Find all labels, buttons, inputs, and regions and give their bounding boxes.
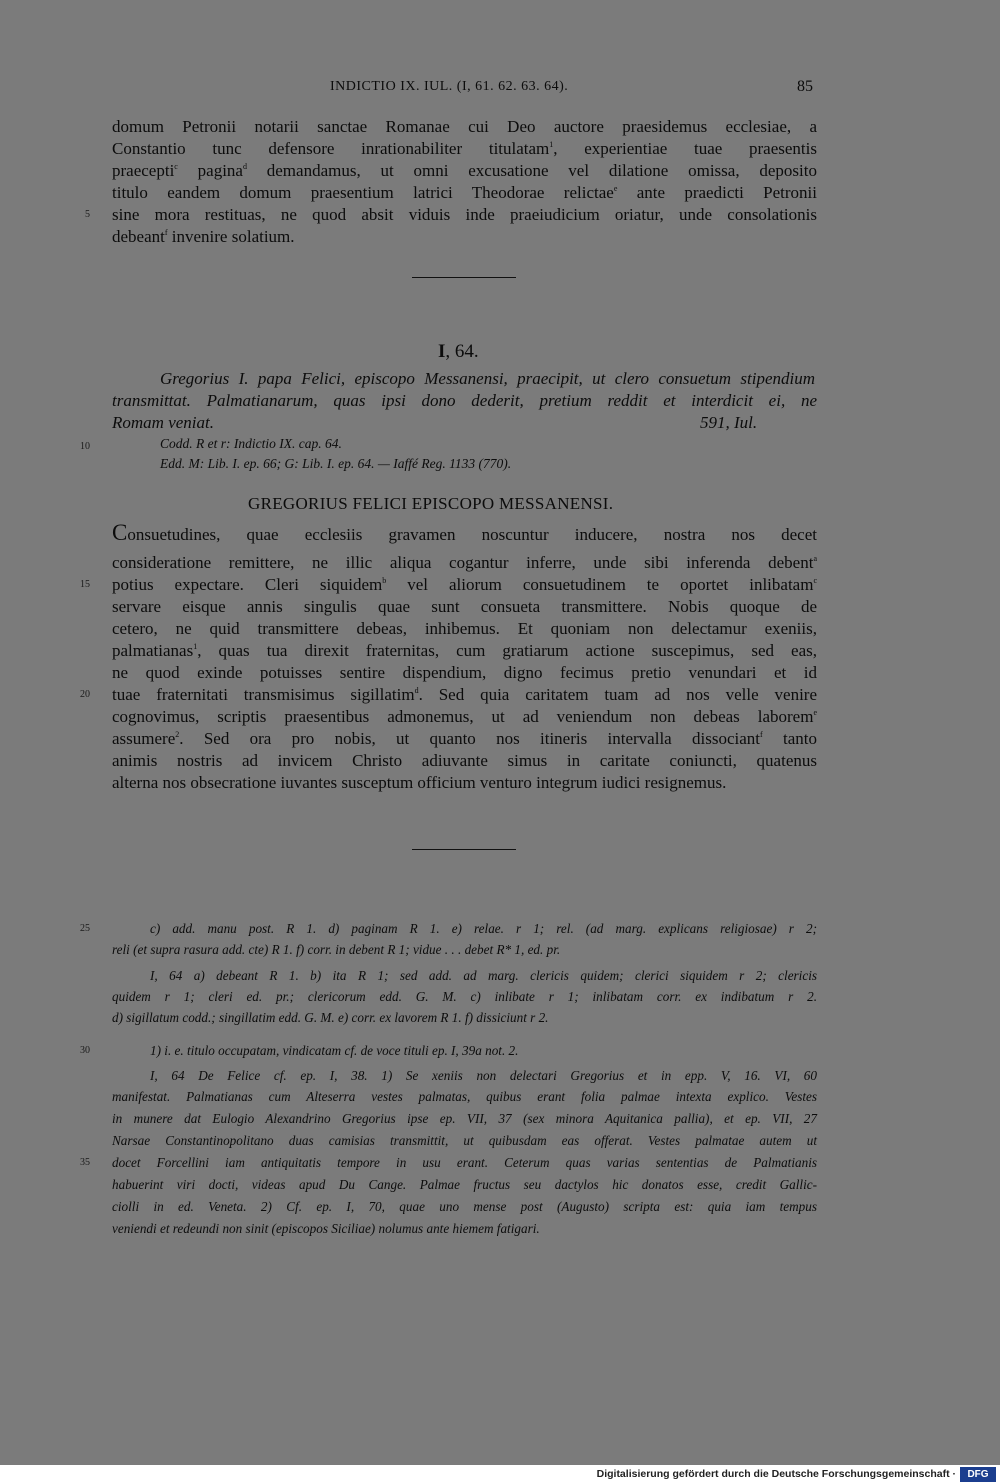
text-line: titulo eandem domum praesentium latrici Theodorae relictae$^e$ ante praedicti Petronii [112, 183, 817, 202]
regest-line: Gregorius I. papa Felici, episcopo Messanensi, praecipit, ut clero consuetum stipendium [160, 369, 815, 388]
line-number: 20 [80, 689, 90, 700]
initial-letter: C [112, 520, 128, 545]
codices: Codd. R et r: Indictio IX. cap. 64. [160, 436, 342, 451]
running-title: INDICTIO IX. IUL. (I, 61. 62. 63. 64). [330, 79, 569, 94]
text-line: animis nostris ad invicem Christo adiuvante simus in caritate coniuncti, quatenus [112, 751, 817, 770]
text-line: potius expectare. Cleri siquidem$^b$ vel aliorum consuetudinem te oportet inlibatam$^c$ [112, 575, 817, 594]
commentary-line: habuerint viri docti, videas apud Du Cange. Palmae fructus seu dactylos hic donatos esse, credit Gallic- [112, 1177, 817, 1192]
commentary-line: in munere dat Eulogio Alexandrino Gregorius ipse ep. VII, 37 (sex minora Aquitanica pallia), et ep. VII, 27 [112, 1111, 817, 1126]
text-line: debeant$^f$ invenire solatium. [112, 227, 295, 246]
commentary-line: 1) i. e. titulo occupatam, vindicatam cf. de voce tituli ep. I, 39a not. 2. [150, 1043, 519, 1058]
text-line: Consuetudines, quae ecclesiis gravamen noscuntur inducere, nostra nos decet [112, 520, 817, 545]
regest-line: Romam veniat. [112, 413, 214, 432]
apparatus-line: I, 64 a) debeant R 1. b) ita R 1; sed add. ad marg. clericis quidem; clerici siquidem r 2; clericis [150, 968, 817, 983]
line-number: 15 [80, 579, 90, 590]
commentary-line: I, 64 De Felice cf. ep. I, 38. 1) Se xeniis non delectari Gregorius et in epp. V, 16. VI, 60 [150, 1068, 817, 1083]
text-line: cognovimus, scriptis praesentibus admonemus, ut ad veniendum non debeas laborem$^e$ [112, 707, 817, 726]
text-line: consideratione remittere, ne illic aliqua cogantur inferre, unde sibi inferenda debent$^a$ [112, 553, 817, 572]
commentary-line: Narsae Constantinopolitano duas camisias transmittit, ut quibusdam eas offerat. Vestes palmatae autem ut [112, 1133, 817, 1148]
commentary-line: veniendi et redeundi non sinit (episcopos Siciliae) nolumus ante hiemem fatigari. [112, 1221, 540, 1236]
text-line: praecepti$^c$ pagina$^d$ demandamus, ut omni excusatione vel dilatione omissa, deposito [112, 161, 817, 180]
apparatus-line: c) add. manu post. R 1. d) paginam R 1. e) relae. r 1; rel. (ad marg. explicans religiosae) r 2; [150, 921, 817, 936]
commentary-line: manifestat. Palmatianas cum Alteserra vestes palmatas, quibus erant folia palmae intexta explico. Vestes [112, 1089, 817, 1104]
dfg-logo: DFG [960, 1467, 996, 1482]
text-line: Constantio tunc defensore inrationabiliter titulatam$^1$, experientiae tuae praesentis [112, 139, 817, 158]
text-line: alterna nos obsecratione iuvantes susceptum officium venturo integrum iudici resignemus. [112, 773, 727, 792]
text-line: tuae fraternitati transmisimus sigillatim$^d$. Sed quia caritatem tuam ad nos velle venire [112, 685, 817, 704]
text-line: cetero, ne quid transmittere debeas, inhibemus. Et quoniam non delectamur exeniis, [112, 619, 817, 638]
line-number: 30 [80, 1045, 90, 1056]
text-line: palmatianas$^1$, quas tua direxit fraternitas, cum gratiarum actione suscepimus, sed eas, [112, 641, 817, 660]
letter-number: I, 64. [438, 341, 479, 362]
commentary-line: docet Forcellini iam antiquitatis tempore in usu erant. Ceterum quas varias sententias de Palmatianis [112, 1155, 817, 1170]
text-line: ne quod exinde potuisses sentire dispendium, digno fecimus pretio venundari et id [112, 663, 817, 682]
footer-bar [0, 1465, 1000, 1484]
page-number: 85 [797, 78, 813, 95]
apparatus-line: d) sigillatum codd.; singillatim edd. G. M. e) corr. ex lavorem R 1. f) dissiciunt r 2. [112, 1010, 549, 1025]
section-divider [412, 277, 516, 278]
line-number: 25 [80, 923, 90, 934]
letter-address: GREGORIUS FELICI EPISCOPO MESSANENSI. [248, 494, 614, 513]
line-number: 10 [80, 441, 90, 452]
text-line: assumere$^2$. Sed ora pro nobis, ut quanto nos itineris intervalla dissociant$^f$ tanto [112, 729, 817, 748]
text-line: domum Petronii notarii sanctae Romanae cui Deo auctore praesidemus ecclesiae, a [112, 117, 817, 136]
commentary-line: ciolli in ed. Veneta. 2) Cf. ep. I, 70, quae uno mense post (Augusto) scripta est: quia iam tempus [112, 1199, 817, 1214]
line-number: 5 [85, 209, 90, 220]
text-line: servare eisque annis singulis quae sunt consueta transmittere. Nobis quoque de [112, 597, 817, 616]
footnote-divider [412, 849, 516, 850]
text-line: sine mora restituas, ne quod absit viduis inde praeiudicium oriatur, unde consolationis [112, 205, 817, 224]
letter-date: 591, Iul. [700, 413, 758, 432]
funding-note: Digitalisierung gefördert durch die Deutsche Forschungsgemeinschaft · [596, 1468, 956, 1480]
regest-line: transmittat. Palmatianarum, quas ipsi dono dederit, pretium reddit et interdicit ei, ne [112, 391, 817, 410]
apparatus-line: reli (et supra rasura add. cte) R 1. f) corr. in debent R 1; vidue . . . debet R* 1, ed. pr. [112, 942, 561, 957]
line-number: 35 [80, 1157, 90, 1168]
editions: Edd. M: Lib. I. ep. 66; G: Lib. I. ep. 64. — Iaffé Reg. 1133 (770). [160, 456, 512, 471]
apparatus-line: quidem r 1; cleri ed. pr.; clericorum edd. G. M. c) inlibate r 1; inlibatam corr. ex indibatum r 2. [112, 989, 817, 1004]
